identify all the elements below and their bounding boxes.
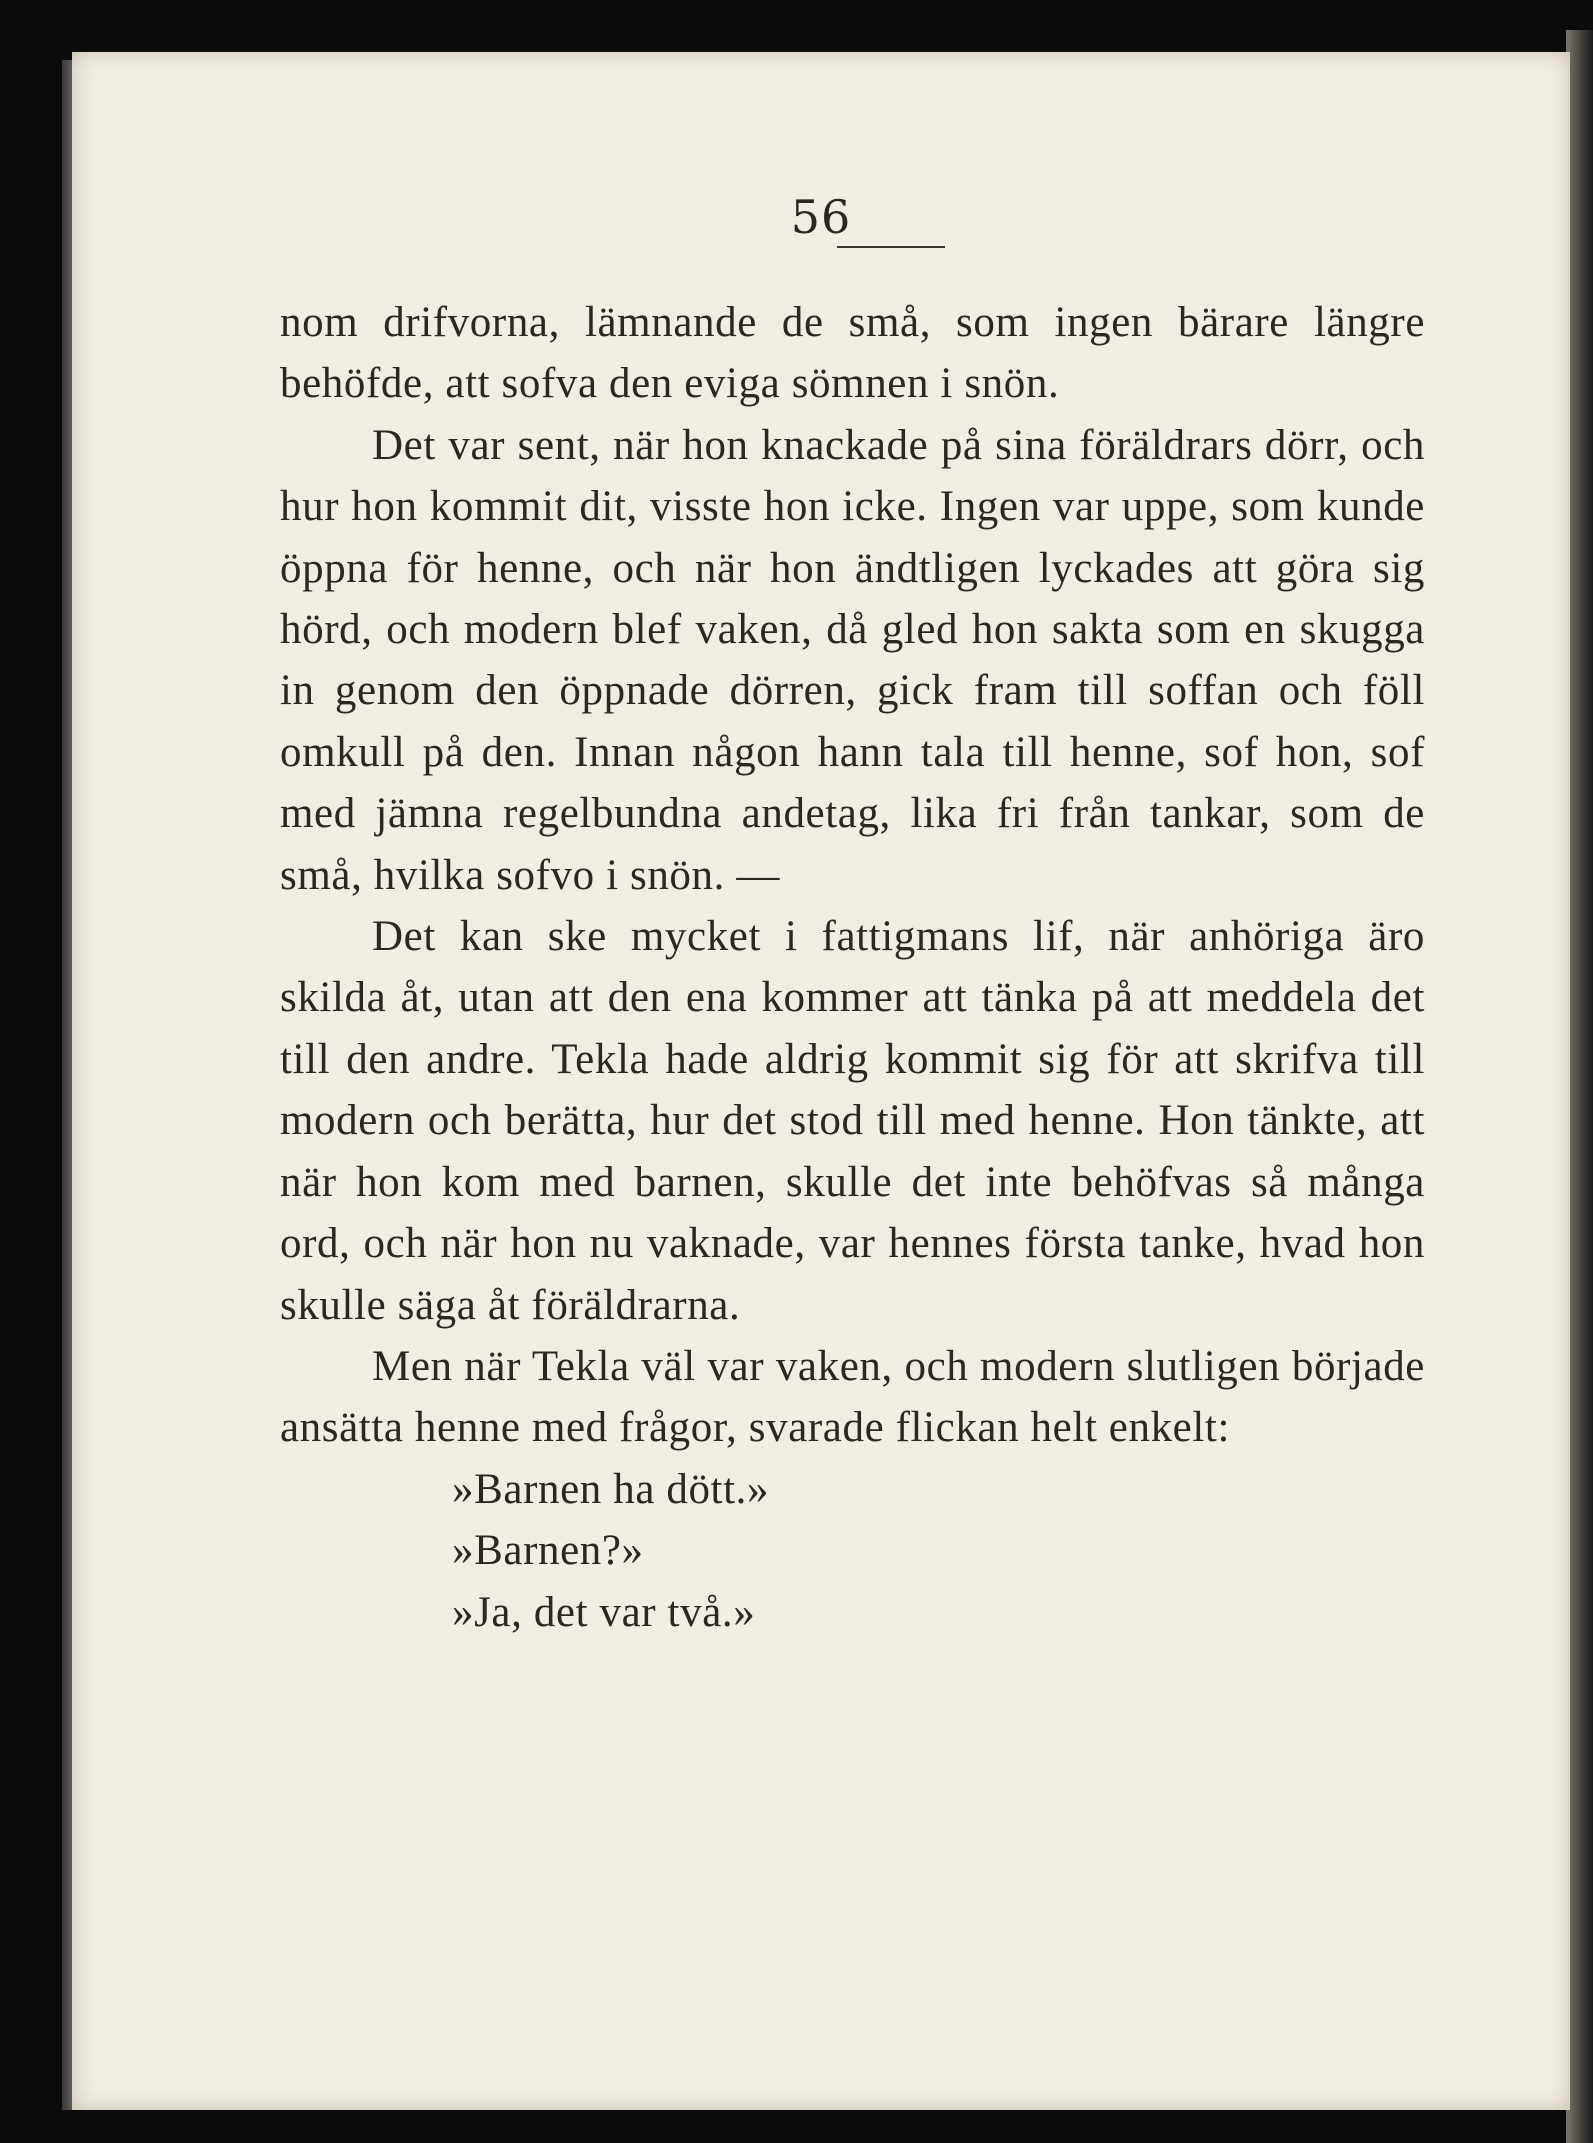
dialogue-line-2: »Barnen?» [452,1527,644,1575]
page-number: 56 [790,190,852,244]
dialogue-line-1: »Barnen ha dött.» [452,1465,770,1513]
page-edge-right [1566,30,1593,2143]
body-text [280,292,1425,1643]
paragraph-1: nom drifvorna, lämnande de små, som ingen bärare längre behöfde, att sofva den eviga sömnen i snön. [280,299,1425,408]
paragraph-4: Men när Tekla väl var vaken, och modern slutligen började ansätta henne med frågor, svarade flickan helt enkelt: [280,1342,1425,1452]
page-number-rule [837,246,945,248]
dialogue-line-3: »Ja, det var två.» [452,1588,756,1636]
paragraph-3: Det kan ske mycket i fattigmans lif, när anhöriga äro skilda åt, utan att den ena kommer att tänka på att meddela det till den andre. Tekla hade aldrig kommit sig för att skrifva till modern och berätta, hur det stod till med henne. Hon tänkte, att när hon kom med barnen, skulle det inte behöfvas så många ord, och när hon nu vaknade, var hennes första tanke, hvad hon skulle säga åt föräldrarna. [280,913,1425,1329]
paragraph-2: Det var sent, när hon knackade på sina föräldrars dörr, och hur hon kommit dit, visste hon icke. Ingen var uppe, som kunde öppna för henne, och när hon ändtligen lyckades att göra sig hörd, och modern blef vaken, då gled hon sakta som en skugga in genom den öppnade dörren, gick fram till soffan och föll omkull på den. Innan någon hann tala till henne, sof hon, sof med jämna regelbundna andetag, lika fri från tankar, som de små, hvilka sofvo i snön. — [280,421,1425,899]
